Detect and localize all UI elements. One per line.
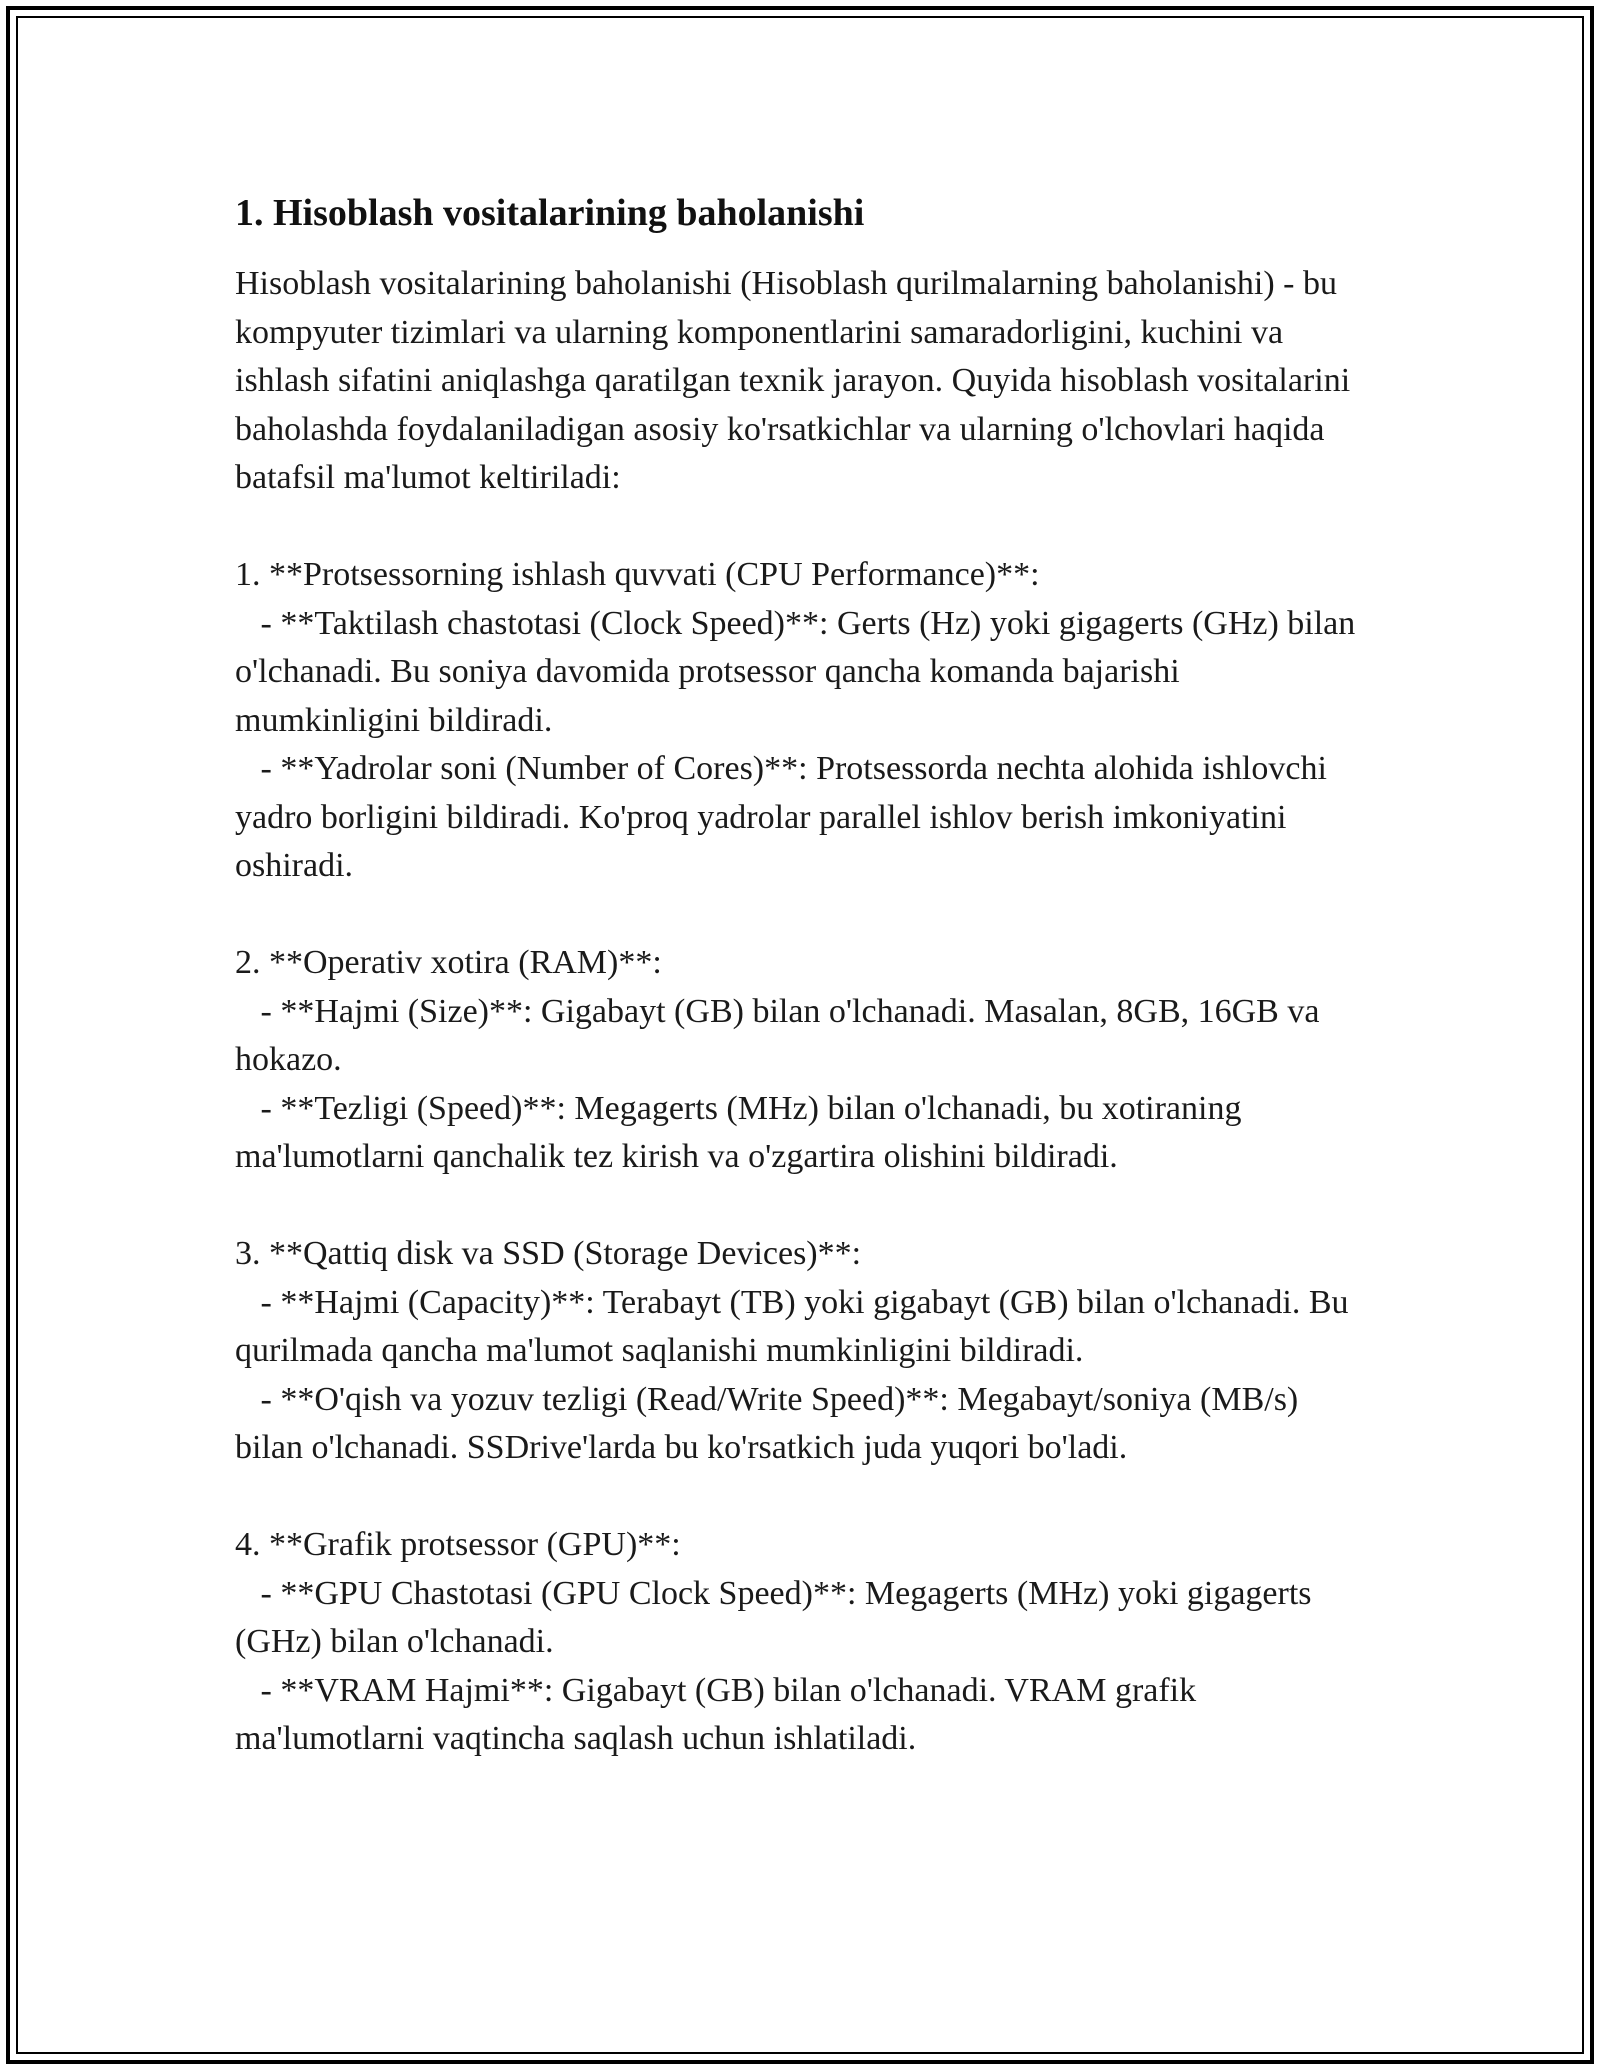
- indent-space: [235, 1575, 261, 1612]
- indent-space: [235, 993, 261, 1030]
- indent-space: [235, 1381, 261, 1418]
- section-item: [235, 1085, 1365, 1182]
- section-item-text: - **VRAM Hajmi**: Gigabayt (GB) bilan o'lchanadi. VRAM grafik ma'lumotlarni vaqtincha saqlash uchun ishlatiladi.: [235, 1671, 1197, 1757]
- section-item-text: - **Hajmi (Capacity)**: Terabayt (TB) yoki gigabayt (GB) bilan o'lchanadi. Bu qurilmada qancha ma'lumot saqlanishi mumkinligini bildiradi.: [235, 1283, 1349, 1369]
- indent-space: [235, 1672, 261, 1709]
- section-storage: [235, 1230, 1365, 1473]
- section-heading: 2. **Operativ xotira (RAM)**:: [235, 944, 662, 981]
- intro-paragraph: Hisoblash vositalarining baholanishi (Hisoblash qurilmalarning baholanishi) - bu kompyuter tizimlari va ularning komponentlarini samaradorligini, kuchini va ishlash sifatini aniqlashga qaratilgan texnik jarayon. Quyida hisoblash vositalarini baholashda foydalaniladigan asosiy ko'rsatkichlar va ularning o'lchovlari haqida batafsil ma'lumot keltiriladi:: [235, 265, 1351, 496]
- section-item: [235, 1376, 1365, 1473]
- section-gpu: [235, 1521, 1365, 1764]
- indent-space: [235, 1284, 261, 1321]
- section-item-text: - **Hajmi (Size)**: Gigabayt (GB) bilan o'lchanadi. Masalan, 8GB, 16GB va hokazo.: [235, 992, 1320, 1078]
- indent-space: [235, 750, 261, 787]
- section-cpu: [235, 551, 1365, 891]
- section-item: [235, 1570, 1365, 1667]
- section-item: [235, 600, 1365, 746]
- section-item-text: - **Taktilash chastotasi (Clock Speed)**: Gerts (Hz) yoki gigagerts (GHz) bilan o'lchanadi. Bu soniya davomida protsessor qancha komanda bajarishi mumkinligini bildiradi.: [235, 604, 1356, 739]
- section-item-text: - **GPU Chastotasi (GPU Clock Speed)**: Megagerts (MHz) yoki gigagerts (GHz) bilan o'lchanadi.: [235, 1574, 1312, 1660]
- document-title: 1. Hisoblash vositalarining baholanishi: [235, 192, 865, 234]
- section-heading: 4. **Grafik protsessor (GPU)**:: [235, 1526, 681, 1563]
- section-item-text: - **Yadrolar soni (Number of Cores)**: Protsessorda nechta alohida ishlovchi yadro borligini bildiradi. Ko'proq yadrolar parallel ishlov berish imkoniyatini oshiradi.: [235, 750, 1327, 884]
- section-ram: [235, 939, 1365, 1182]
- section-item: [235, 745, 1365, 891]
- indent-space: [235, 605, 261, 642]
- section-item: [235, 1279, 1365, 1376]
- section-heading: 3. **Qattiq disk va SSD (Storage Devices)**:: [235, 1235, 862, 1272]
- section-item: [235, 988, 1365, 1085]
- indent-space: [235, 1090, 261, 1127]
- document-body: [235, 188, 1365, 1764]
- section-heading: 1. **Protsessorning ishlash quvvati (CPU Performance)**:: [235, 556, 1040, 593]
- section-item-text: - **O'qish va yozuv tezligi (Read/Write Speed)**: Megabayt/soniya (MB/s) bilan o'lchanadi. SSDrive'larda bu ko'rsatkich juda yuqori bo'ladi.: [235, 1380, 1299, 1466]
- section-item: [235, 1667, 1365, 1764]
- section-item-text: - **Tezligi (Speed)**: Megagerts (MHz) bilan o'lchanadi, bu xotiraning ma'lumotlarni qanchalik tez kirish va o'zgartira olishini bildiradi.: [235, 1089, 1242, 1175]
